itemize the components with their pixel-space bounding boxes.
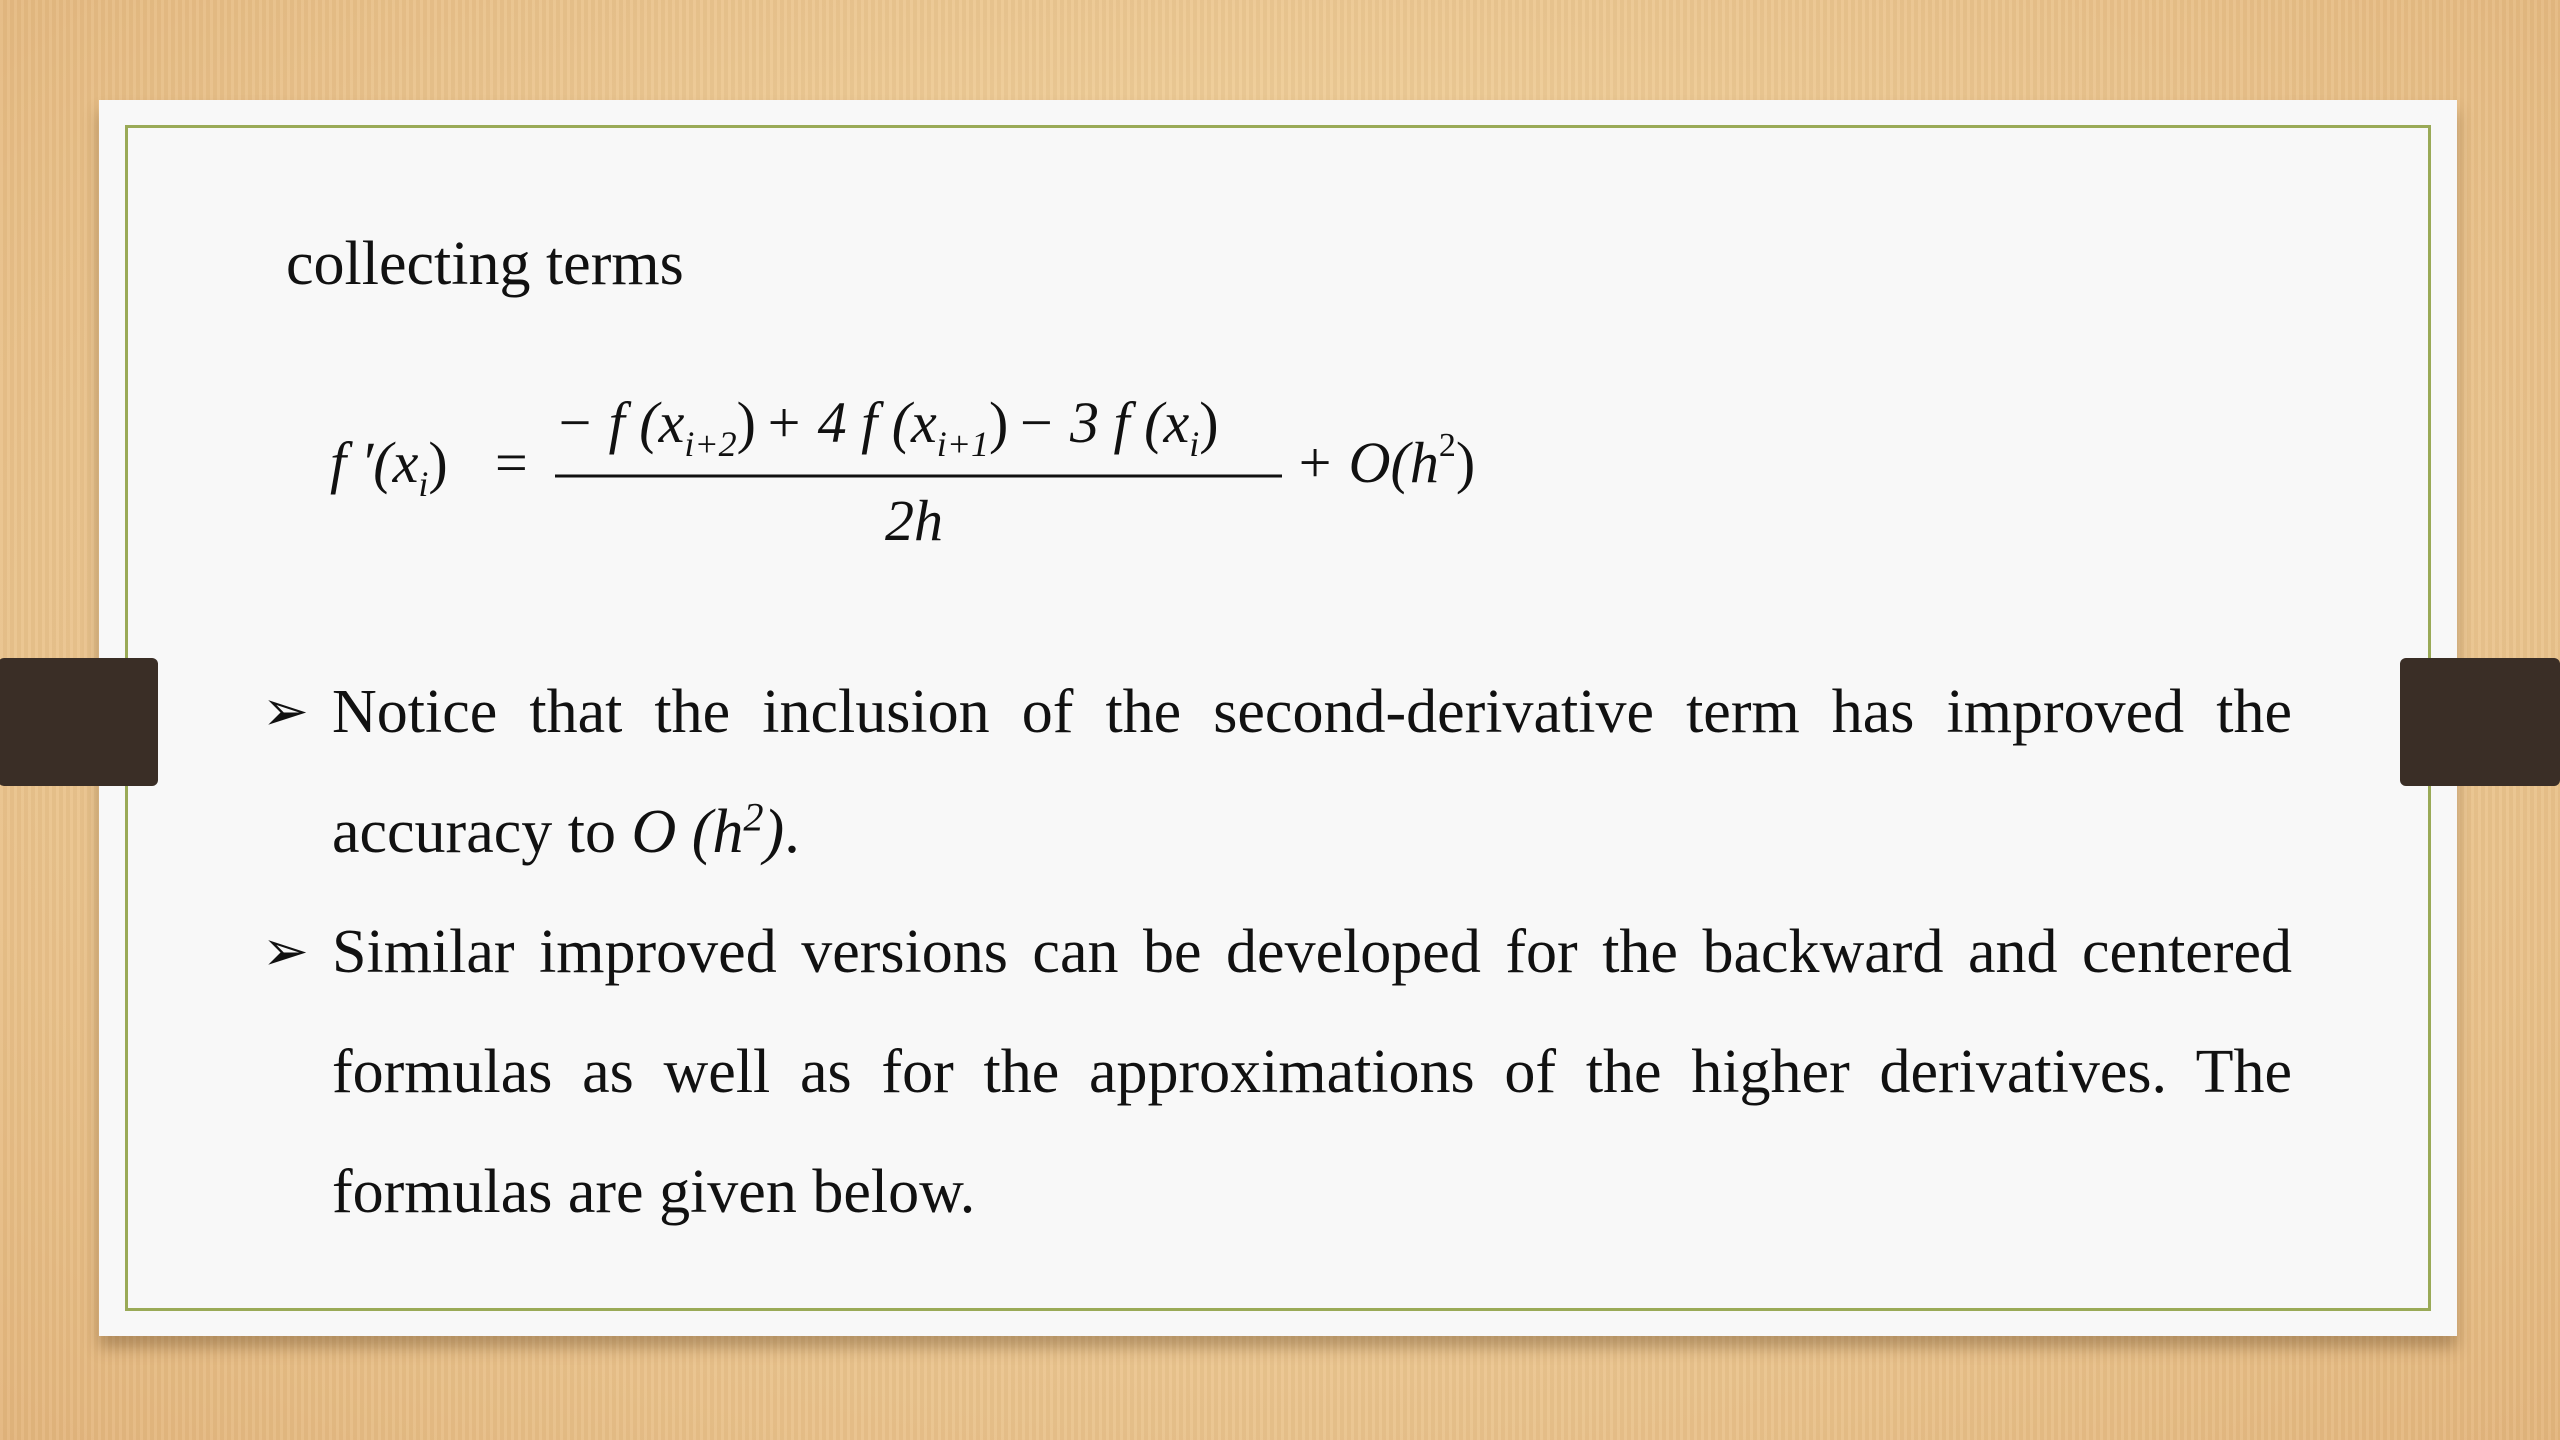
eq-num-t3-sub: i (1189, 424, 1200, 464)
svg-text:− f (xi+2)+ 4 f (xi+1)− 3 f (x (555, 390, 1219, 464)
bullet-1-emphasis-sup: 2 (743, 794, 764, 840)
bullet-2-text: Similar improved versions can be developed for the backward and centered formulas as well as for the approximations of the higher derivatives. The formulas are given below. (332, 918, 2292, 1226)
eq-lhs-close: ) (428, 430, 448, 495)
eq-num-t2-sub: i+1 (936, 424, 990, 464)
bullet-1-emphasis: O (h (631, 798, 744, 866)
svg-text:f ′(xi) (330, 430, 448, 504)
equation-svg (330, 380, 1530, 560)
eq-equals: = (495, 430, 528, 495)
eq-num-t1-close: ) (736, 390, 756, 455)
eq-lhs-sub: i (418, 464, 429, 504)
left-tab-decoration (0, 658, 158, 786)
bullet-item-1 (262, 652, 2292, 892)
eq-num-t1: − f (x (555, 390, 685, 455)
equation (330, 380, 1530, 560)
bullet-1-end: . (784, 798, 800, 866)
right-tab-decoration (2400, 658, 2560, 786)
eq-num-t1-sub: i+2 (684, 424, 737, 464)
eq-tail-sup: 2 (1438, 427, 1456, 464)
eq-tail: + O(h (1295, 430, 1439, 495)
eq-lhs: f ′(x (330, 430, 419, 495)
bullet-item-2 (262, 892, 2292, 1252)
svg-text:+ O(h2) (1295, 427, 1475, 495)
eq-denominator: 2h (885, 488, 943, 553)
eq-tail-close: ) (1455, 430, 1476, 495)
slide-heading: collecting terms (286, 230, 684, 298)
eq-num-t3-close: ) (1199, 390, 1219, 455)
bullet-arrow-icon: ➢ (262, 919, 309, 984)
bullet-1-text: Notice that the inclusion of the second-derivative term has improved the accuracy to (332, 678, 2292, 866)
bullet-1-emphasis-close: ) (763, 798, 785, 866)
eq-num-t3: − 3 f (x (1016, 390, 1190, 455)
bullet-arrow-icon: ➢ (262, 679, 309, 744)
eq-num-t2-close: ) (989, 390, 1009, 455)
bullet-list (262, 652, 2292, 1252)
eq-num-t2: + 4 f (x (763, 390, 937, 455)
